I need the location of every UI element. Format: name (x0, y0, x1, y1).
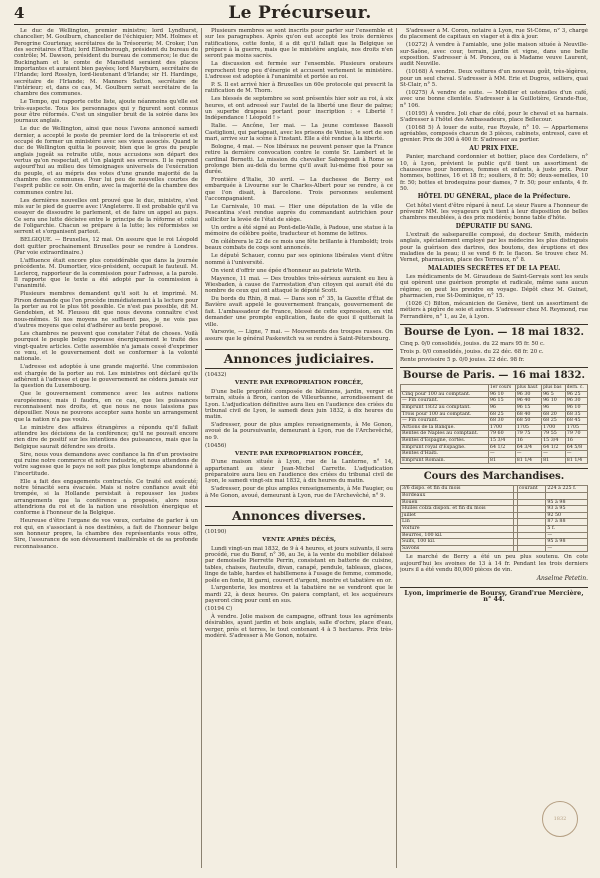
table-cell: — (542, 451, 566, 458)
column-2 (205, 28, 393, 868)
table-cell: 224 à 225 f. (546, 486, 588, 493)
editor-signature: Anselme Petetin. (536, 575, 588, 583)
table-cell: Rouen (401, 499, 514, 506)
table-cell (517, 532, 546, 539)
table-cell (517, 539, 546, 546)
table-cell: Trois pour 100 au comptant. (401, 411, 489, 418)
article-paragraph: On vient d'offrir une épée d'honneur au patriote Wirth. (211, 267, 362, 274)
article-paragraph: Le duc de Wellington, ainsi que nous l'avons annoncé samedi dernier, a accepté le poste de premier lord de la trésorerie et est occupé de former un ministère avec ses vieux associés. Quand le duc de Wellington quitta le pouvoir, bien que le gros du peuple anglais jugeât sa retraite utile, nous accusions son départ des vertus qu'on respectait, et l'on plaignit ses erreurs. Il le reprend aujourd'hui au milieu des témoignages universels de l'exécration du peuple, et au mépris des votes d'une grande majorité de la chambre des communes. Pour lui peu de nouvelles courtes de l'esprit public ce soir. On enfin, avec la majorité de la chambre des communes contre lui. (14, 126, 198, 196)
table-cell: Lin (401, 519, 514, 526)
notice-subheading: VENTE PAR EXPROPRIATION FORCÉE, (234, 380, 364, 387)
notice-ref: (10456) (205, 442, 227, 449)
depuratif-text: L'extrait de salsepareille composé, du docteur Smith, médecin anglais, spécialement employé par les médecins les plus distingués pour la guérison des dartres, des boutons, des éruptions et des maladies de la peau; il se vend 6 fr. le flacon. Se trouve chez M. Vernet, pharmacien, place des Terreaux, n° 8. (400, 231, 588, 264)
classified-notice: (10195) À vendre. Joli char de côté, pour le cheval et sa harnais. S'adresser à l'hôtel des Ambassadeurs, place Bellecour. (400, 110, 588, 123)
table-cell: 96 (488, 405, 515, 412)
table-cell: juillet (401, 512, 514, 519)
table-cell: — (565, 451, 587, 458)
table-cell: 68 50 (515, 418, 541, 425)
table-cell: 1705 (565, 424, 587, 431)
hotel-text: Cet hôtel vient d'être réparé à neuf. Le sieur Faure a l'honneur de prévenir MM. les voyageurs qu'il tient à leur disposition de belles chambres meublées, à des prix modérés; bonne table d'hôte. (400, 202, 588, 222)
table-cell: 64 1/2 (488, 444, 515, 451)
table-cell: 15 3/4 (488, 437, 515, 444)
table-cell: 96 10 (565, 405, 587, 412)
bourse-lyon-heading: Bourse de Lyon. — 18 mai 1832. (400, 324, 588, 339)
table-cell: 64 5/8 (565, 444, 587, 451)
table-cell: 1705 (515, 424, 541, 431)
table-cell: 68 45 (565, 418, 587, 425)
prix-fixe-text: Panier, marchand cordonnier et bottier, place des Cordeliers, n° 10, à Lyon, prévient le public qu'il tient un assortiment de chaussures pour hommes, femmes et enfants, à juste prix. Pour hommes, bottines, 16 et 18 fr.; souliers, 8 fr. 50; deux-semelles, 10 fr. 50; bottes et brodequins pour dames, 7 fr. 50; pour enfants, 4 fr. 50. (400, 154, 588, 192)
column-3-notices (400, 28, 588, 144)
article-paragraph: Les dernières nouvelles ont prouvé que le duc, ministre, s'est mis sur le pied de guerre avec l'Angleterre. Il est probable qu'il va essayer de dissoudre le parlement, et de faire un appel au pays. Ce sera une lutte décisive entre le principe de la réforme et celui de l'oligarchie. Chacun se prépare à la lutte; les réformistes se serrent et s'organisent partout. (14, 197, 198, 236)
article-paragraph: L'adresse est adoptée à une grande majorité. Une commission est chargée de la porter au roi. Les ministres ont déclaré qu'ils adhèrent à l'adresse et que le gouvernement ne cédera jamais sur la question du Luxembourg. (14, 364, 198, 390)
table-row (401, 418, 588, 425)
table-cell: 96 25 (565, 391, 587, 398)
article-paragraph: Le Tempo, qui rapporte cette liste, ajoute néanmoins qu'elle est très-suspecte. Tous les personnages qui y figurent sont connus pour être réformés. C'est un singulier bruit de la soirée dans les journaux anglais. (14, 99, 198, 125)
article-paragraph: Mayence, 11 mai. — Des troubles très-sérieux auraient eu lieu à Wiesbaden, à cause de l'arrestation d'un citoyen qui aurait été du nombre de ceux qui ont attaqué le député Scott. (205, 275, 393, 295)
article-paragraph: Plusieurs membres demandent qu'il soit lu et imprimé. M. Pirson demande que l'on procède immédiatement à la lecture pour la porter au roi le plus tôt possible. Ce n'est pas possible, dit M. Gendebien, et M. Fleussu dit que nous devons connaître c'est nous-mêmes. Si nos moyens ne suffisent pas, je ne vois pas d'autres moyens que celui d'adhérer au texte proposé. (14, 291, 198, 330)
table-cell: Rentes d'Espagne, cortès. (401, 437, 489, 444)
bourse-lyon-line: Cinq p. 0/0 consolidés, jouiss. du 22 mars 95 fr. 50 c. (400, 341, 545, 347)
table-cell: 96 15 (488, 398, 515, 405)
table-cell (517, 499, 546, 506)
table-cell: — (488, 451, 515, 458)
library-stamp (542, 801, 578, 837)
table-cell (517, 519, 546, 526)
classified-notice: (10168 5) À louer de suite, rue Royale, n° 10. — Appartemens agréables, composés chacun de 3 pièces, cabinets, entresol, cave et grenier. Prix de 300 à 400 fr. S'adresser au portier. (400, 124, 588, 144)
article-paragraph: Varsovie, — Ligne, 7 mai. — Mouvements des troupes russes. On assure que le général Paskewitch va se rendre à Saint-Pétersbourg. (205, 329, 393, 342)
table-cell: 68 40 (515, 411, 541, 418)
notice-subheading: VENTE PAR EXPROPRIATION FORCÉE, (234, 451, 364, 458)
column-divider (396, 28, 397, 868)
table-cell: — Fin courant. (401, 398, 489, 405)
table-row (401, 424, 588, 431)
notice-text: À vendre. Jolie maison de campagne, offrant tous les agréments désirables, ayant jardin et bois anglais, salle d'ochre, place d'eau, verger, prés et terres, le tout contenant 4 à 5 hectares. Prix très-modéré. S'adresser à Me Gonon, notaire. (205, 614, 393, 640)
table-cell: 96 (542, 405, 566, 412)
article-paragraph: BELGIQUE. — Bruxelles, 12 mai. On assure que le roi Léopold doit quitter prochainement Bruxelles pour se rendre à Londres. (Par voie extraordinaire.) (14, 237, 198, 257)
table-cell: 96 30 (565, 398, 587, 405)
table-cell: 68 20 (542, 411, 566, 418)
table-row (401, 532, 588, 539)
table-cell: 96 10 (542, 398, 566, 405)
marchandises-heading: Cours des Marchandises. (400, 468, 588, 483)
table-cell: Huiles colza dispon. et fin du mois (401, 506, 514, 513)
table-row (401, 457, 588, 464)
article-paragraph: Le Carnivale, 10 mai. — Hier une députation de la ville de Pescantina s'est rendue auprès du commandant autrichien pour solliciter la levée de l'état de siège. (205, 204, 393, 223)
bourse-lyon-lines (400, 341, 588, 363)
newspaper-title: Le Précurseur. (228, 3, 372, 23)
table-row (401, 405, 588, 412)
classified-notice: S'adresser à M. Coron, notaire à Lyon, rue St-Côme, n° 3, chargé du placement de capitaux en viager et à dix à jour. (400, 28, 588, 41)
article-paragraph: La discussion est fermée sur l'ensemble. Plusieurs orateurs reprochent trop peu d'énergie et accusent vertement le ministère. L'adresse est adoptée à l'unanimité et portée au roi. (205, 61, 393, 80)
table-row (401, 525, 588, 532)
table-row (401, 499, 588, 506)
table-cell: Cinq pour 100 au comptant. (401, 391, 489, 398)
maladies-text: Les médicaments de M. Giraudeau de Saint-Gervais sont les seuls qui opèrent une guérison prompte et radicale, même sans aucun régime; on peut les prendre en voyage. Dépôt chez M. Guinet, pharmacien, rue St-Dominique, n° 15. (400, 274, 588, 300)
bourse-paris-heading: Bourse de Paris. — 16 mai 1832. (400, 367, 588, 382)
table-row (401, 506, 588, 513)
notice-text: Lundi vingt-un mai 1832, de 9 à 4 heures, et jours suivants, il sera procédé, rue du Bœuf, n° 36, au 3e, à la vente du mobilier délaissé par demoiselle Pierrette Perrin, consistant en batterie de cuisine, tables, chaises, fauteuils, divan, canapé, pendule, tableaux, glaces, linge de table, hardes et habillemens à l'usage de femme, commode, poêle en fonte, lit garni, couvert d'argent, montre et tabatière en or. (205, 545, 393, 584)
table-cell: Rentes de Naples au comptant. (401, 431, 489, 438)
table-cell: Savons (401, 545, 514, 552)
annonces-diverses-heading: Annonces diverses. (205, 506, 393, 526)
column-3 (400, 28, 588, 868)
bourse-paris-header: plus bas (542, 385, 566, 392)
table-cell: 95 à 98 (546, 499, 588, 506)
bourse-paris-header (401, 385, 489, 392)
table-cell: Bordeaux (401, 492, 514, 499)
table-row (401, 444, 588, 451)
table-cell (517, 545, 546, 552)
table-cell: Emprunt 1832 au comptant. (401, 405, 489, 412)
table-cell: 15 3/4 (542, 437, 566, 444)
table-cell: Suifs, 100 kil. (401, 539, 514, 546)
article-paragraph: Le ministre des affaires étrangères a répondu qu'il fallait attendre les décisions de la conférence; qu'il ne pouvait encore rien dire de positif sur les intentions des puissances, mais que la Belgique saurait défendre ses droits. (14, 424, 198, 450)
table-cell (517, 512, 546, 519)
classified-notice: (10275) À vendre de suite. — Mobilier et ustensiles d'un café, avec une bonne clientèle. S'adresser à la Guillotière, Grande-Rue, n° 106. (400, 89, 588, 109)
table-row (401, 431, 588, 438)
table-cell: courant (517, 486, 546, 493)
article-paragraph: Elle a fait des engagements contractés. Ce traité est exécuté; notre ténacité sera évacuée. Mais si notre confiance avait été trompée, si la Hollande persistait à repousser les justes arrangements que la conférence a proposés, alors nous attendrions du roi et de la nation une résolution énergique et conforme à l'honneur de la Belgique. (14, 478, 198, 517)
article-paragraph: On célébrera le 22 de ce mois une fête brillante à Humboldt; trois beaux combats de coqs sont annoncés. (205, 239, 393, 252)
notice-ref: (10432) (205, 372, 227, 379)
table-cell: 5 f. (546, 525, 588, 532)
table-cell: Actions de la Banque. (401, 424, 489, 431)
table-cell: Voiture (401, 525, 514, 532)
table-cell: 81 (488, 457, 515, 464)
table-cell: 96 30 (515, 391, 541, 398)
table-cell: 64 1/2 (542, 444, 566, 451)
bourse-paris-header: 1er cours (488, 385, 515, 392)
table-cell: — (546, 545, 588, 552)
table-cell: 1700 (488, 424, 515, 431)
marchandises-table (400, 485, 588, 552)
notice-text: S'adresser, pour de plus amples renseignements, à Me Faugier, ou à Me Gonon, avoué, demeurant à Lyon, rue de l'Archevêché, n° 9. (205, 486, 393, 499)
bourse-paris-table (400, 384, 588, 464)
table-cell: 81 (542, 457, 566, 464)
notice-text: L'argenterie, les montres et la tabatière ne se vendront que le mardi 22, à deux heures. On paiera comptant, et les acquéreurs payeront cinq pour cent en sus. (205, 585, 393, 605)
closing-text: Le marché de Berry a été un peu plus soutenu. On cote aujourd'hui les avoines de 13 à 14 fr. Pendant les trois derniers jours il a été vendu 80,000 pièces de vin. (400, 554, 588, 573)
depuratif-heading: DÉPURATIF DU SANG. (455, 222, 533, 230)
notice-text: D'une maison située à Lyon, rue de la Lanterne, n° 14, appartenant au sieur Jean-Michel Carrette. L'adjudication préparatoire aura lieu en l'audience des criées du tribunal civil de Lyon, le samedi vingt-six mai 1832, à dix heures du matin. (205, 459, 393, 485)
table-row (401, 519, 588, 526)
bourse-paris-header: dern. c. (565, 385, 587, 392)
table-cell: 1700 (542, 424, 566, 431)
article-paragraph: Sire, nous vous demandons avec confiance la fin d'un provisoire qui ruine notre commerce et notre industrie, et nous attendons de votre sagesse que le pays ne soit pas plus longtemps abandonné à l'incertitude. (14, 451, 198, 477)
article-paragraph: Un ordre a été signé au Pont-delle-Valle, à Padoue, une statue à la mémoire de célèbre poète, traducteur et homme de lettres. (205, 224, 393, 238)
article-paragraph: Le député Schauer, connu par ses opinions libérales vient d'être nommé à l'université. (205, 253, 393, 266)
table-cell: 81 1/4 (515, 457, 541, 464)
table-cell: 81 1/4 (565, 457, 587, 464)
table-cell: — Fin courant. (401, 418, 489, 425)
table-cell: 64 3/4 (515, 444, 541, 451)
table-cell: 96 10 (488, 391, 515, 398)
table-cell: 3/6 dispo. et fin du mois (401, 486, 514, 493)
notice-ref: (10194 C) (205, 606, 233, 613)
notice-ref: (10190) (205, 529, 227, 536)
article-paragraph: Heureuse d'être l'organe de vos vœux, certaine de parler à un roi qui, en s'associant à nos destinées, a fait de l'honneur belge son honneur propre, la chambre des représentants vous offre, Sire, l'assurance de son dévouement inaltérable et de sa profonde reconnaissance. (14, 518, 198, 550)
table-cell: 68 30 (488, 418, 515, 425)
table-cell: 79 60 (488, 431, 515, 438)
table-cell: 79 55 (542, 431, 566, 438)
table-cell: 96 5 (542, 391, 566, 398)
notice-text: S'adresser, pour de plus amples renseignements, à Me Gonon, avoué de la poursuivante, demeurant à Lyon, rue de l'Archevêché, no 9. (205, 422, 393, 441)
table-cell: 96 15 (515, 405, 541, 412)
table-cell: — (546, 532, 588, 539)
printer-imprint: Lyon, imprimerie de Boursy, Grand'rue Mercière, n° 44. (400, 587, 588, 603)
column-divider (201, 28, 202, 868)
article-paragraph: Le duc de Wellington, premier ministre; lord Lyndhurst, chancelier; M. Goulburn, chancelier de l'échiquier; MM. Holmes et Peregrine Courtenay, secrétaires de la Trésorerie; M. Croker, l'un des secrétaires d'État; lord Ellenborough, président du bureau du contrôle; M. Dawson, président du bureau de commerce; le duc de Buckingham et le comte de Mansfield seraient des places importantes et auraient bien payées; lord Maryburn, secrétaire de l'Irlande; lord Rosslyn, lord-lieutenant d'Irlande; sir H. Hardinge, secrétaire de l'Irlande; M. Manners Sutton, secrétaire de l'intérieur; et, dans ce cas, M. Goulburn serait secrétaire de la chambre des communes. (14, 28, 198, 98)
article-paragraph: P. S. Il est arrivé hier à Bruxelles un 60e protocole qui prescrit la ratification de M. Thorn. (205, 81, 393, 95)
hotel-heading: HÔTEL DU GÉNÉRAL, place de la Préfecture. (417, 193, 571, 201)
table-cell (517, 525, 546, 532)
table-cell: 79 75 (515, 431, 541, 438)
table-cell (517, 506, 546, 513)
classified-notice: (10168) À vendre. Deux voitures d'un nouveau goût, très-légères, pour un seul cheval. S'adresser à MM. Erie et Dugros, selliers, quai St-Clair, n° 5. (400, 69, 588, 88)
table-cell: 16 (565, 437, 587, 444)
table-row (401, 411, 588, 418)
table-cell (546, 492, 588, 499)
notice-subheading: VENTE APRÈS DÉCÈS, (262, 537, 336, 544)
bourse-paris-header-row (401, 385, 588, 392)
table-row (401, 437, 588, 444)
prix-fixe-heading: AU PRIX FIXE. (469, 144, 519, 152)
notice-text: D'une belle propriété composée de bâtimens, jardin, verger et terrain, situés à Bron, canton de Villeurbanne, arrondissement de Lyon. L'adjudication définitive aura lieu en l'audience des criées du tribunal civil de Lyon, le samedi deux juin 1832, à dix heures du matin. (205, 388, 393, 421)
maladies-heading: MALADIES SECRÈTES ET DE LA PEAU. (427, 264, 561, 272)
page-number: 4 (14, 4, 25, 22)
table-cell: Rentes d'Haïti. (401, 451, 489, 458)
table-cell: 93 à 95 (546, 506, 588, 513)
table-row (401, 451, 588, 458)
marchandises-body (401, 486, 588, 552)
table-cell: 68 25 (488, 411, 515, 418)
article-paragraph: Les blessés de septembre se sont présentés hier soir au roi, à six heures, et ont adressé sur l'autel de la liberté une fleur de palme; un superbe drapeau portant pour inscription : « Liberté ! Indépendance ! Léopold ! » (205, 96, 393, 122)
annonces-judiciaires-heading: Annonces judiciaires. (205, 349, 393, 369)
bourse-paris-body (401, 391, 588, 464)
article-paragraph: L'affluence était encore plus considérable que dans la journée précédente. M. Dumortier, vice-président, occupait le fauteuil. M. Leclercq, rapporteur de la commission pour l'adresse, a la parole. Il rapporte que le texte a été adopté par la commission à l'unanimité. (14, 258, 198, 290)
table-row (401, 492, 588, 499)
table-cell: 87 à 88 (546, 519, 588, 526)
bourse-lyon-line: Rente provisoire 5 p. 0/0 jouiss. 22 déc. 98 fr. (400, 356, 525, 363)
table-row (401, 398, 588, 405)
column-2-news (205, 28, 393, 342)
article-paragraph: Plusieurs membres se sont inscrits pour parler sur l'ensemble et sur les paragraphes. Après qu'on eut accepté les trois dernières ratifications, cette fonte, il a dit qu'il fallait que la Belgique se prépare à la guerre, mais que le ministère anglais, nos droits n'en seront pas moins sacrés. (205, 28, 393, 60)
article-paragraph: Bologne, 4 mai. — Nos libéraux ne peuvent penser que la France retire la dernière convocation contre le comte Sr. Lambert et le cardinal Bernetti. La mission du chevalier Sabregondi à Rome se prolonge bien au-delà du terme qu'il avait lui-même fixé pour sa durée. (205, 143, 393, 176)
table-cell: Emprunt royal d'Espagne. (401, 444, 489, 451)
article-paragraph: Frontière d'Italie, 30 avril. — La duchesse de Berry est embarquée à Livourne sur le Charles-Albert pour se rendre, à ce que l'on disait, à Barcelone. Trois personnes seulement l'accompagnaient. (205, 177, 393, 203)
table-cell: 96 40 (515, 398, 541, 405)
table-row (401, 486, 588, 493)
bilton-text: (1026 C) Bilton, mécanicien de Genève, tient un assortiment de métiers à piqûre de soie et autres. S'adresser chez M. Reymond, rue Ferrandière, n° 1, au 2e, à Lyon. (400, 300, 588, 320)
article-paragraph: Du bords du Rhin, 8 mai. — Dans son n° 35, la Gazette d'État de Bavière avait appelé le gouvernement français, gouvernement de fait. L'ambassadeur de France, blessé de cette expression, en vint demander une prompte explication, faute de quoi il quitterait la ville. (205, 296, 393, 328)
table-cell: 79 70 (565, 431, 587, 438)
table-cell: Beurres, 100 kil. (401, 532, 514, 539)
table-cell: 68 25 (542, 418, 566, 425)
bourse-lyon-line: Trois p. 0/0 consolidés, jouiss. du 22 déc. 68 fr. 20 c. (400, 348, 544, 355)
table-row (401, 512, 588, 519)
table-row (401, 391, 588, 398)
stamp-text: 1832 (553, 816, 567, 822)
table-row (401, 545, 588, 552)
bourse-paris-header: plus haut (515, 385, 541, 392)
table-cell (517, 492, 546, 499)
table-cell: 68 35 (565, 411, 587, 418)
article-paragraph: Que le gouvernement commence avec les autres nations européennes; mais il faudra, en ce cas, que les puissances reconnaissent nos droits, et que nous ne nous laissions pas dépouiller. Nous ne pouvons accepter sans honte un arrangement que la nation n'a pas voulu. (14, 391, 198, 423)
article-paragraph: Italie. — Ancône, 1er mai. — La jeune comtesse Bassoli Castiglioni, qui partageait, avec les prisons de Venise, le sort de son mari, arrive sur la scène à l'instant. Elle a été rendue à la liberté. (205, 123, 393, 142)
table-cell: — (515, 451, 541, 458)
table-cell: 92 50 (546, 512, 588, 519)
table-cell: 16 (515, 437, 541, 444)
classified-notice: (10272) À vendre à l'amiable, une jolie maison située à Neuville-sur-Saône, avec cour, terrain, jardin et vigne, dans une belle exposition. S'adresser à M. Ponceu, ou à Madame veuve Laurent, audit Neuville. (400, 42, 588, 68)
article-paragraph: Les chambres ne peuvent que constater l'état de choses. Voilà pourquoi le peuple belge repousse énergiquement le traité des vingt-quatre articles. Cette assemblée n'a jamais cessé d'exprimer ce vœu, et le gouvernement doit se conformer à la volonté nationale. (14, 330, 198, 363)
table-cell: Emprunt Romain. (401, 457, 489, 464)
masthead (14, 2, 586, 25)
table-cell: 95 à 98 (546, 539, 588, 546)
column-1 (14, 28, 198, 868)
table-row (401, 539, 588, 546)
